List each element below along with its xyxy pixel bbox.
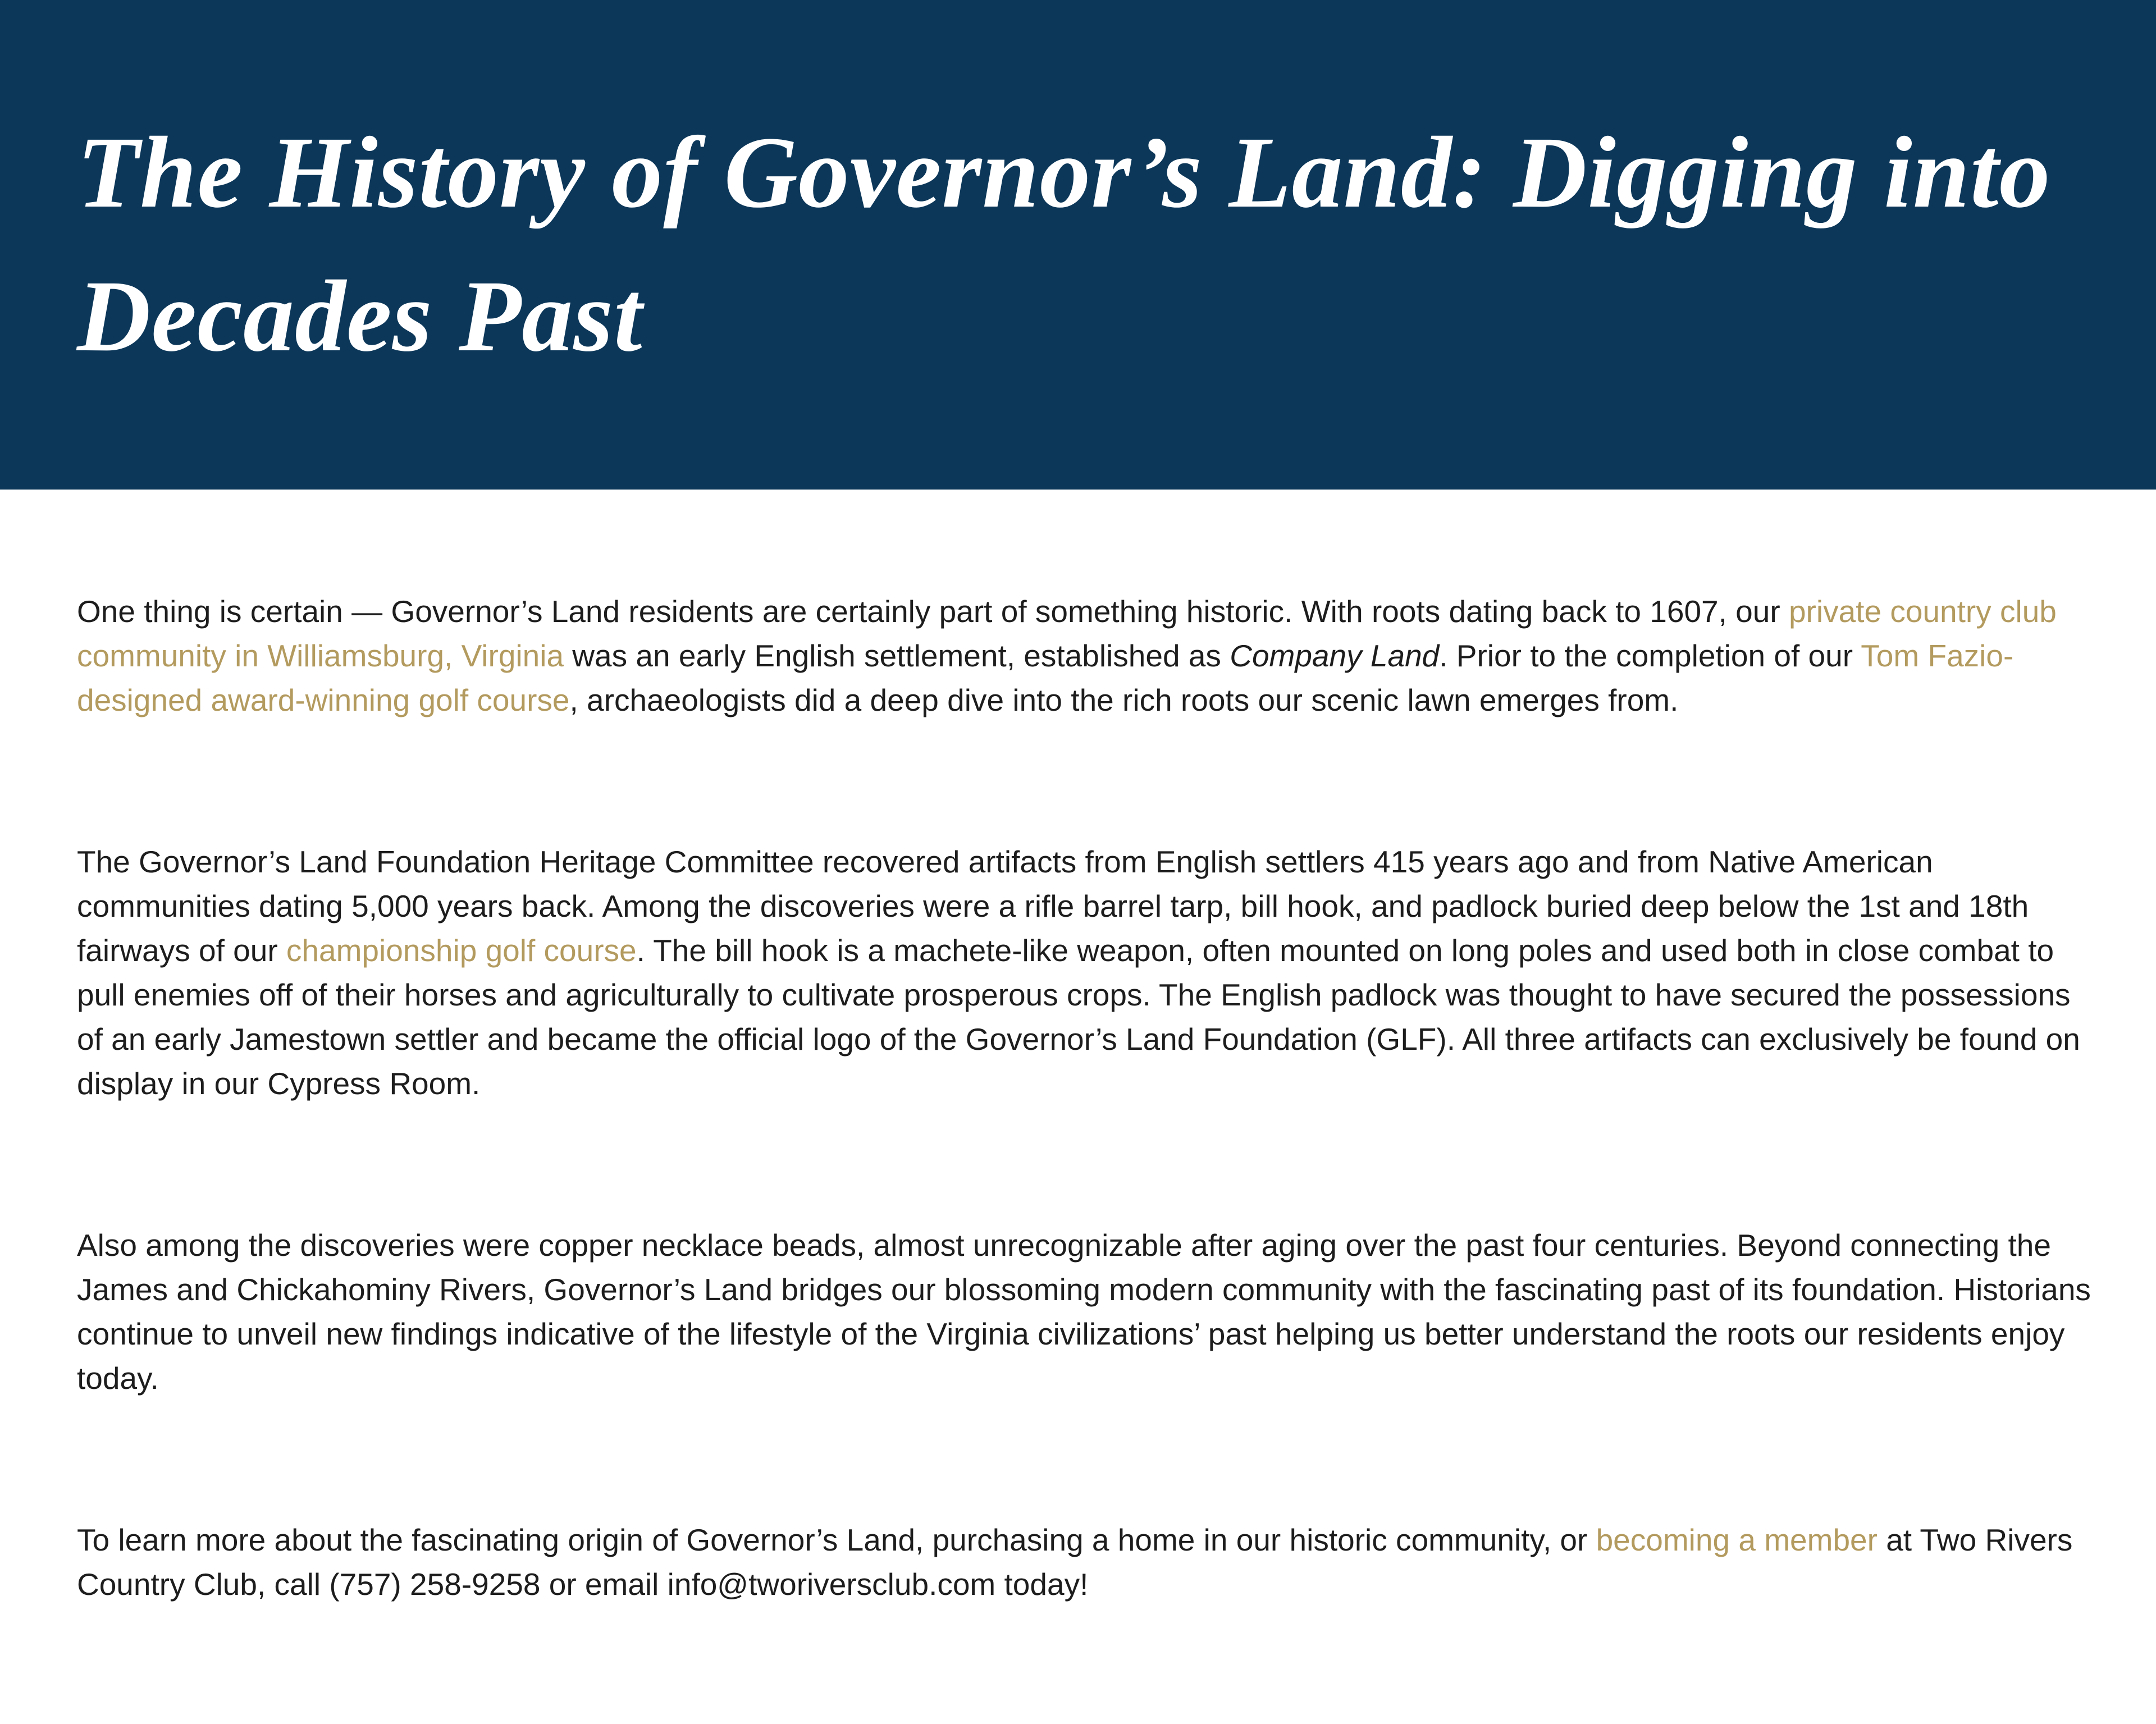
paragraph-text: was an early English settlement, established as [564, 638, 1230, 673]
paragraph-artifacts [77, 840, 2098, 1106]
article-body [77, 589, 2098, 1724]
paragraph-text: Also among the discoveries were copper necklace beads, almost unrecognizable after aging over the past four centuries. Beyond connecting the James and Chickahominy Rivers, Governor’s Land bridges our blossoming modern community with the fascinating past of its foundation. Historians continue to unveil new findings indicative of the lifestyle of the Virginia civilizations’ past helping us better understand the roots our residents enjoy today. [77, 1228, 2091, 1396]
paragraph-contact [77, 1518, 2098, 1607]
paragraph-text: The Governor’s Land Foundation Heritage Committee recovered artifacts from English settlers 415 years ago and from Native American communities dating 5,000 years back. Among the discoveries were a rifle barrel tarp, bill hook, and padlock buried deep below the 1st and 18th fairways of our [77, 844, 2029, 968]
paragraph-text: . Prior to the completion of our [1439, 638, 1861, 673]
private-country-club-link[interactable]: private country club community in Williamsburg, Virginia [77, 594, 2057, 673]
page-header [0, 0, 2156, 490]
championship-golf-course-link[interactable]: championship golf course [286, 933, 637, 968]
paragraph-discoveries [77, 1223, 2098, 1401]
golf-course-link[interactable]: Tom Fazio-designed award-winning golf course [77, 638, 2014, 717]
paragraph-text: . The bill hook is a machete-like weapon, often mounted on long poles and used both in close combat to pull enemies off of their horses and agriculturally to cultivate prosperous crops. The English padlock was thought to have secured the possessions of an early Jamestown settler and became the official logo of the Governor’s Land Foundation (GLF). All three artifacts can exclusively be found on display in our Cypress Room. [77, 933, 2080, 1101]
page-title: The History of Governor’s Land: Digging into Decades Past [77, 116, 2051, 373]
becoming-a-member-link[interactable]: becoming a member [1596, 1522, 1878, 1557]
paragraph-text: at Two Rivers Country Club, call (757) 258-9258 or email info@tworiversclub.com today! [77, 1522, 2073, 1602]
paragraph-text: , archaeologists did a deep dive into the rich roots our scenic lawn emerges from. [569, 683, 1679, 717]
paragraph-intro [77, 589, 2098, 722]
paragraph-text: To learn more about the fascinating origin of Governor’s Land, purchasing a home in our historic community, or [77, 1522, 1596, 1557]
company-land-emphasis: Company Land [1230, 638, 1440, 673]
paragraph-text: One thing is certain — Governor’s Land residents are certainly part of something historic. With roots dating back to 1607, our [77, 594, 1789, 629]
